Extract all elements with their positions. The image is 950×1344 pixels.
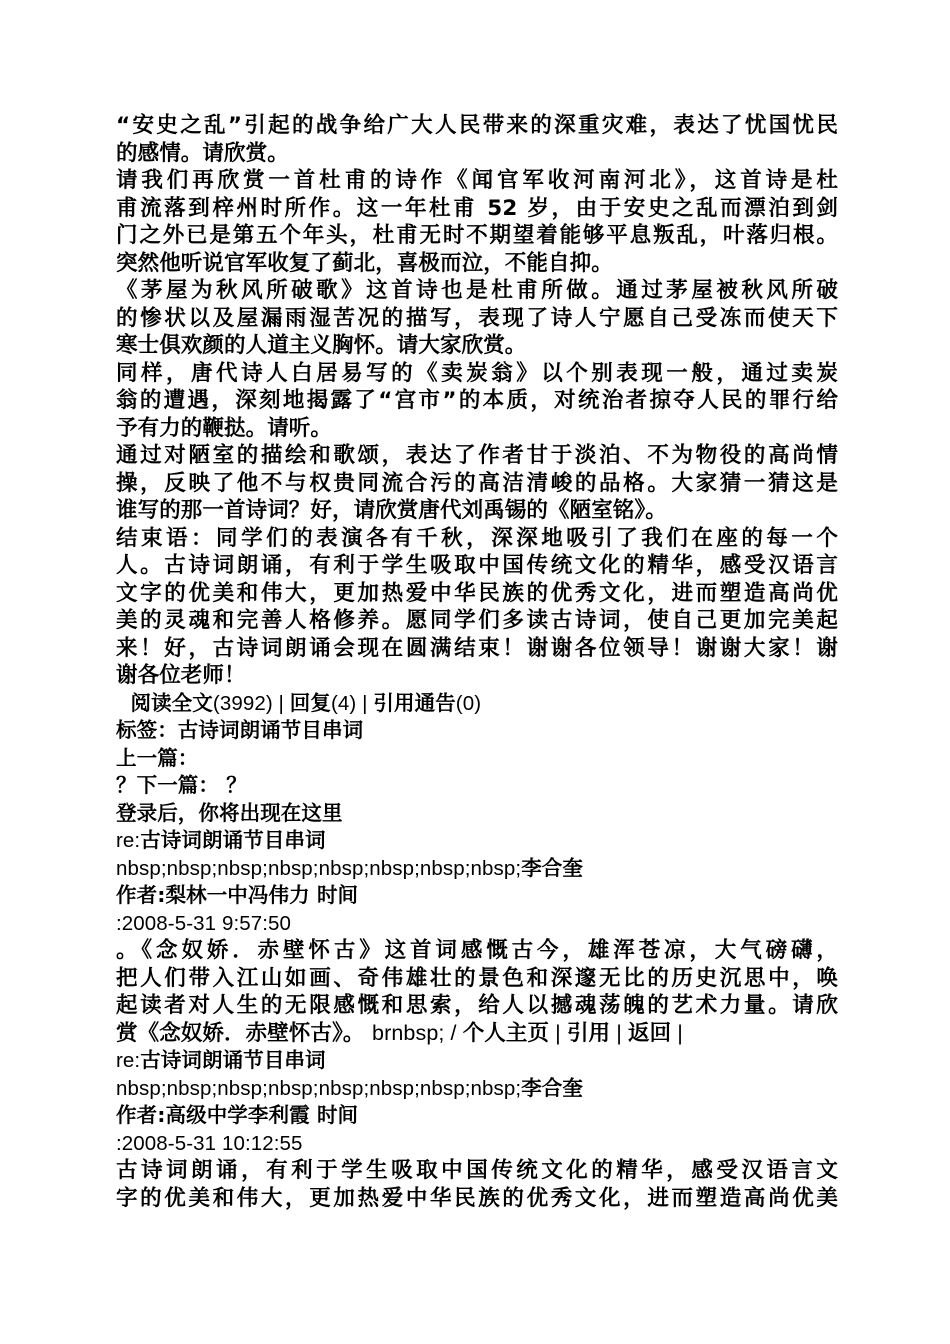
quote-link[interactable]: 引用 [566, 1020, 611, 1046]
reply-link[interactable]: 回复 [289, 690, 331, 715]
comment-time: :2008-5-31 10:12:55 [116, 1131, 303, 1155]
comment-body-line: 把人们带入江山如画、奇伟雄壮的景色和深邃无比的历史沉思中，唤 [116, 965, 838, 991]
separator: | [356, 691, 374, 715]
paragraph-4 [116, 360, 838, 443]
home-page-link[interactable]: 个人主页 [462, 1020, 550, 1046]
comment-name-line: nbsp;nbsp;nbsp;nbsp;nbsp;nbsp;nbsp;nbsp;李合奎 [116, 855, 584, 880]
text-line: 谁写的那一首诗词？好，请欣赏唐代刘禹锡的《陋室铭》。 [116, 498, 667, 523]
login-hint: 登录后，你将出现在这里 [116, 800, 343, 825]
text-line: 美的灵魂和完善人格修养。愿同学们多读古诗词，使自己更加完美起 [116, 608, 838, 633]
text-line: 的感情。请欣赏。 [116, 140, 289, 166]
text-line: 予有力的鞭挞。请听。 [116, 415, 333, 441]
comment-author: :梨林一中冯伟力 时间 [157, 883, 359, 907]
comment-title: re:古诗词朗诵节目串词 [116, 1048, 326, 1072]
text-line: 突然他听说官军收复了蓟北，喜极而泣，不能自抑。 [116, 250, 613, 276]
read-count: (3992) [212, 691, 273, 715]
back-link[interactable]: 返回 [627, 1020, 672, 1046]
comment-body-line: 起读者对人生的无限感慨和思索，给人以撼魂荡魄的艺术力量。请欣 [116, 993, 838, 1018]
paragraph-1 [116, 112, 838, 167]
text-line: 门之外已是第五个年头，杜甫无时不期望着能够平息叛乱，叶落归根。 [116, 223, 838, 248]
text-line: 来！好，古诗词朗诵会现在圆满结束！谢谢各位领导！谢谢大家！谢 [116, 635, 838, 661]
trackback-link[interactable]: 引用通告 [373, 690, 456, 715]
comment-author: :高级中学李利霞 时间 [157, 1103, 359, 1127]
reply-count: (4) [330, 691, 357, 715]
text-line: 请我们再欣赏一首杜甫的诗作《闻官军收河南河北》，这首诗是杜 [116, 168, 838, 193]
text-line: 同样，唐代诗人白居易写的《卖炭翁》以个别表现一般，通过卖炭 [116, 360, 838, 386]
paragraph-5 [116, 442, 838, 525]
document-body [116, 112, 838, 1212]
separator: | [272, 691, 290, 715]
text-line: 人。古诗词朗诵，有利于学生吸取中国传统文化的精华，感受汉语言 [116, 553, 838, 578]
comment-body-line: 字的优美和伟大，更加热爱中华民族的优秀文化，进而塑造高尚优美 [116, 1185, 838, 1211]
text-line: 结束语：同学们的表演各有千秋，深深地吸引了我们在座的每一个 [116, 525, 838, 551]
text-line: 的惨状以及屋漏雨湿苦况的描写，表现了诗人宁愿自己受冻而使天下 [116, 305, 838, 331]
text-line: 甫流落到梓州时所作。这一年杜甫 52 岁，由于安史之乱而漂泊到剑 [116, 195, 838, 221]
text-line: 操，反映了他不与权贵同流合污的高洁清峻的品格。大家猜一猜这是 [116, 470, 838, 496]
text-line: 寒士俱欢颜的人道主义胸怀。请大家欣赏。 [116, 333, 527, 358]
prev-post-link[interactable]: 上一篇： [116, 745, 199, 770]
comment-1 [116, 827, 838, 1047]
paragraph-6 [116, 525, 838, 690]
comment-author-line: 作者:高级中学李利霞 时间 [116, 1103, 359, 1127]
comment-author-line: 作者:梨林一中冯伟力 时间 [116, 883, 359, 907]
comment-time: :2008-5-31 9:57:50 [116, 911, 292, 935]
comment-body-line: 。《念奴娇．赤壁怀古》这首词感慨古今，雄浑苍凉，大气磅礴， [116, 938, 838, 963]
comment-body-line: 古诗词朗诵，有利于学生吸取中国传统文化的精华，感受汉语言文 [116, 1158, 838, 1183]
text-line: 通过对陋室的描绘和歌颂，表达了作者甘于淡泊、不为物役的高尚情 [116, 443, 838, 468]
text-line: 《茅屋为秋风所破歌》这首诗也是杜甫所做。通过茅屋被秋风所破 [116, 278, 838, 303]
text-line: 翁的遭遇，深刻地揭露了“宫市”的本质，对统治者掠夺人民的罪行给 [116, 388, 838, 413]
comment-actions-line: 赏《念奴娇．赤壁怀古》。 brnbsp; / 个人主页 | 引用 | 返回 | [116, 1020, 683, 1046]
text-line: “安史之乱”引起的战争给广大人民带来的深重灾难，表达了忧国忧民 [116, 113, 838, 138]
commenter-name: 李合奎 [521, 1075, 584, 1100]
text-line: 谢各位老师！ [116, 663, 246, 688]
trackback-count: (0) [455, 691, 482, 715]
comment-name-line: nbsp;nbsp;nbsp;nbsp;nbsp;nbsp;nbsp;nbsp;李合奎 [116, 1075, 584, 1100]
next-post-link[interactable]: ？下一篇： ？ [116, 773, 247, 797]
commenter-name: 李合奎 [521, 855, 584, 880]
paragraph-2 [116, 167, 838, 277]
paragraph-3 [116, 277, 838, 360]
comment-2 [116, 1047, 838, 1212]
tags-line: 标签：古诗词朗诵节目串词 [116, 718, 364, 742]
read-full-link[interactable]: 阅读全文 [130, 690, 213, 715]
comment-title: re:古诗词朗诵节目串词 [116, 828, 326, 852]
post-stats-bar [116, 690, 838, 718]
text-line: 文字的优美和伟大，更加热爱中华民族的优秀文化，进而塑造高尚优 [116, 580, 838, 606]
